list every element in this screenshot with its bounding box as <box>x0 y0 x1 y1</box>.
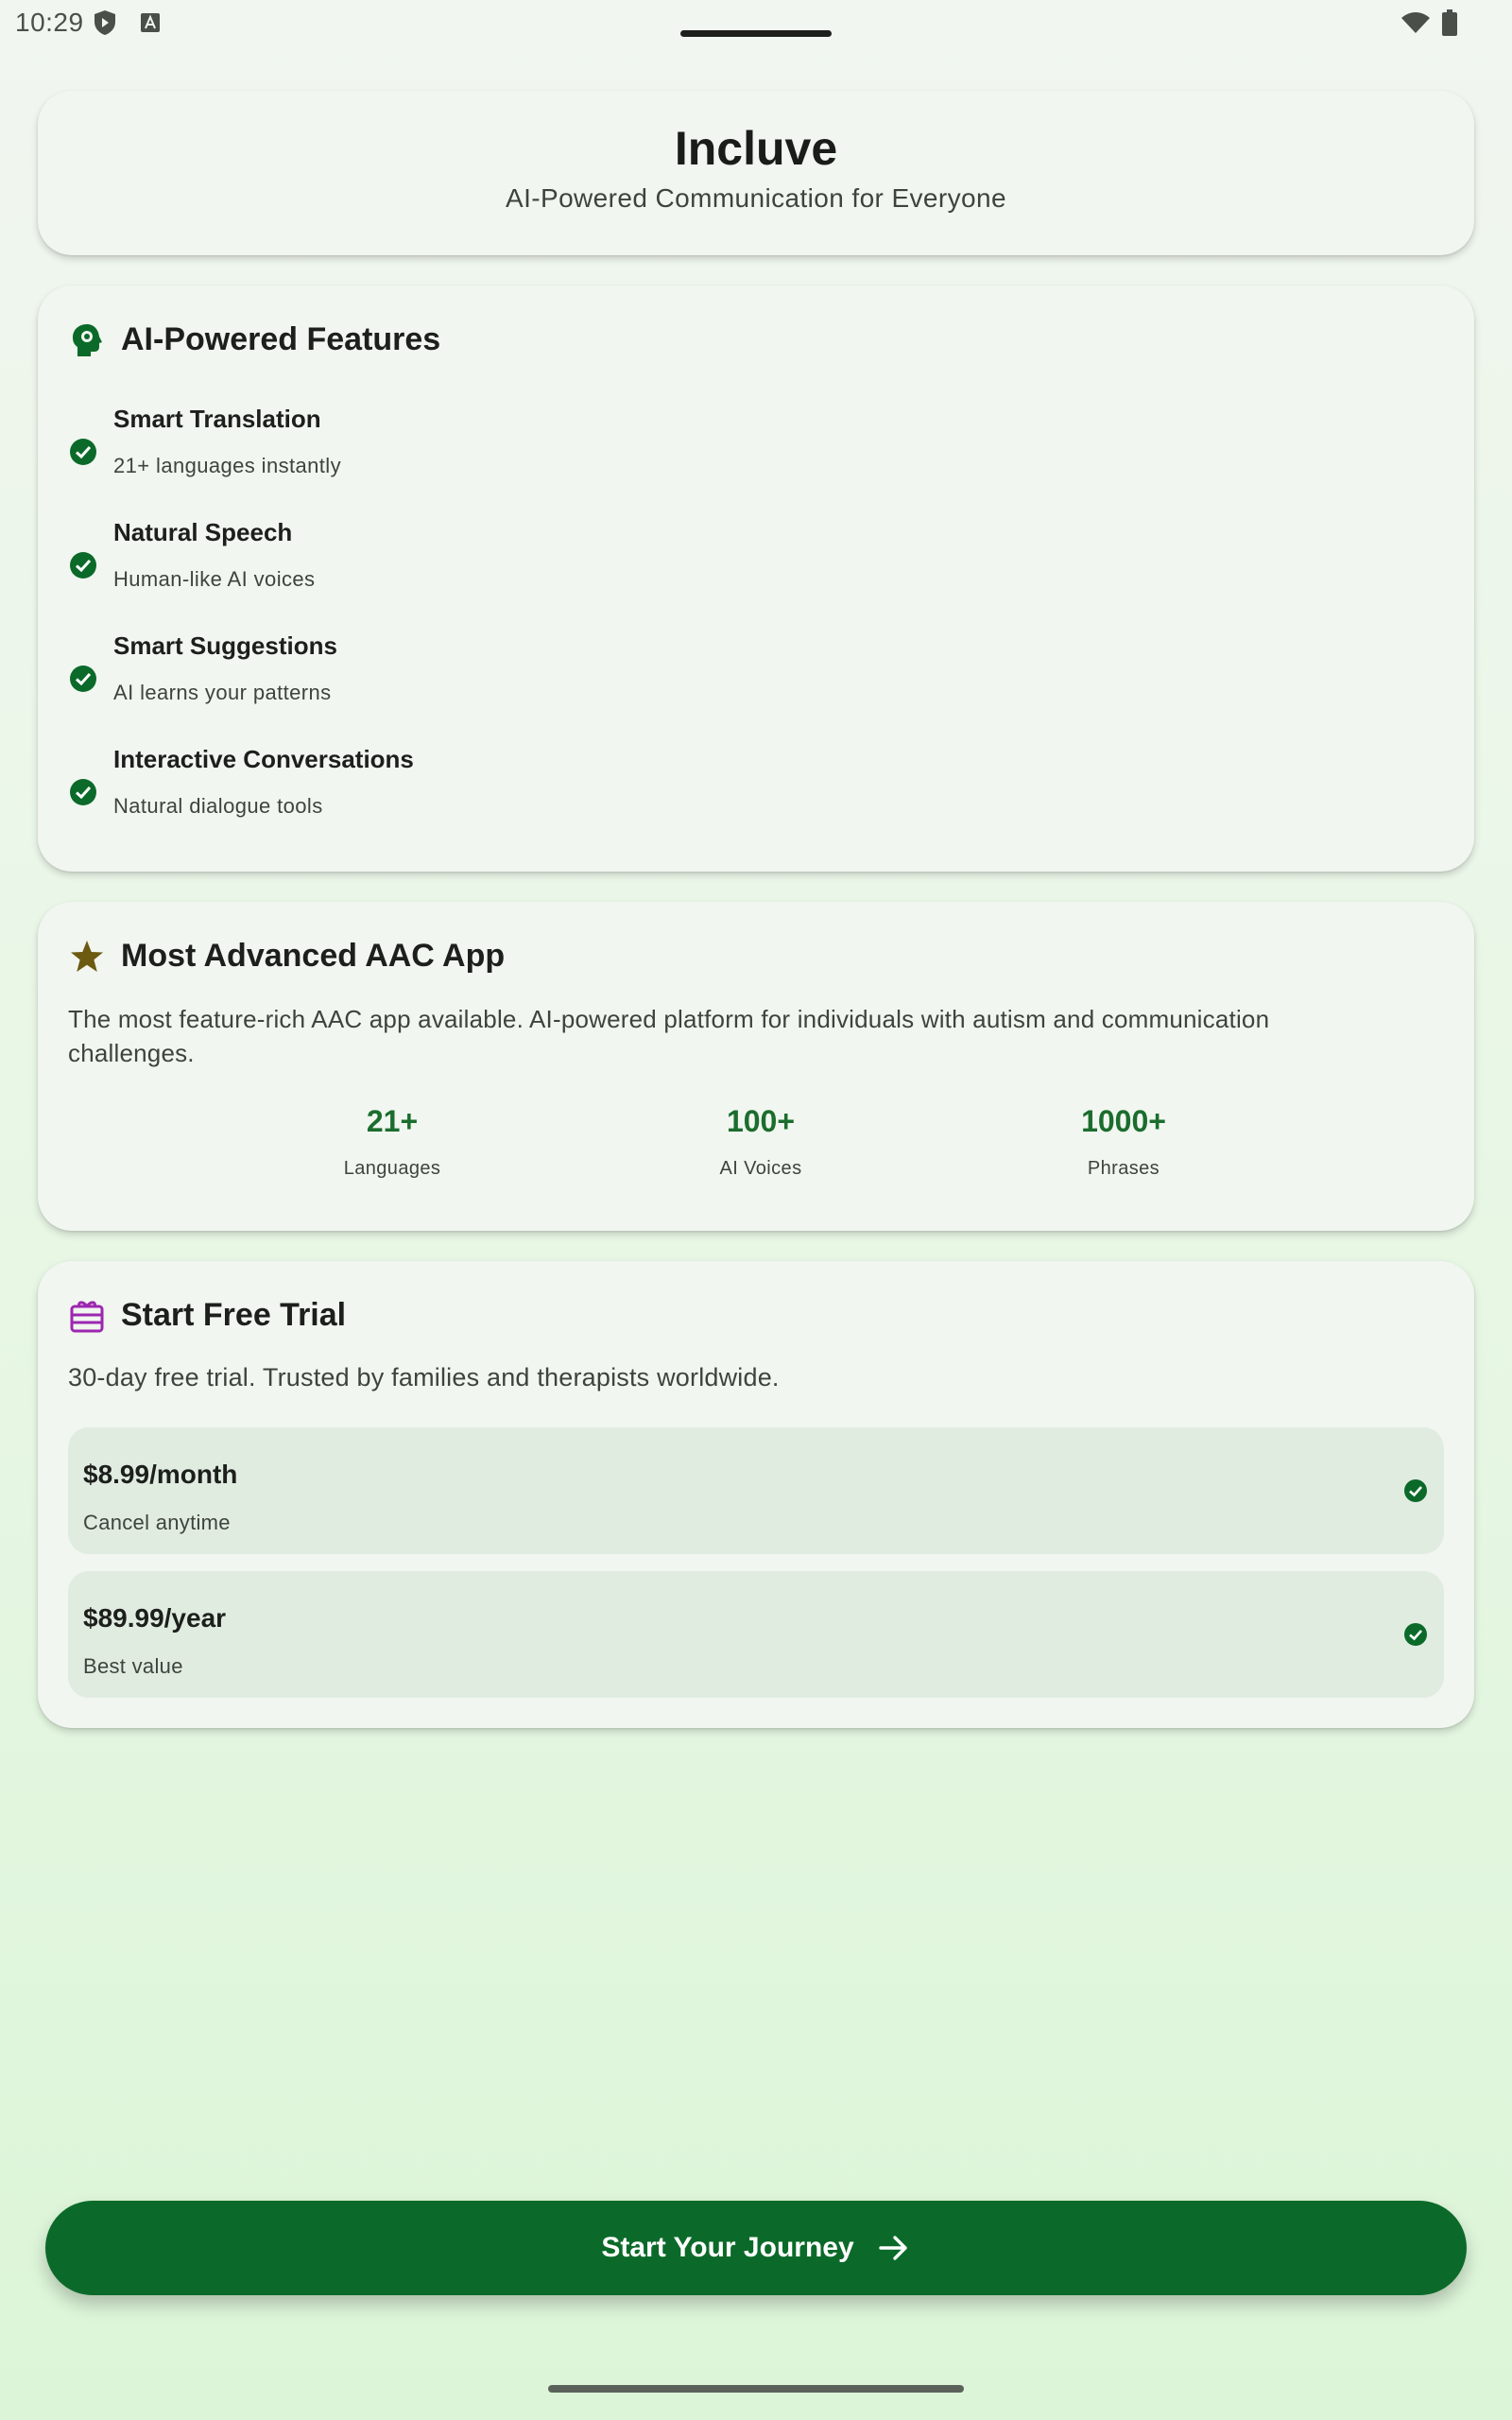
shield-icon <box>93 9 117 36</box>
plan-note: Best value <box>83 1654 183 1678</box>
stat-value: 21+ <box>366 1104 419 1138</box>
gesture-navigation-bar[interactable] <box>548 2385 964 2393</box>
app-subtitle: AI-Powered Communication for Everyone <box>506 183 1006 213</box>
check-circle-icon <box>68 664 98 694</box>
feature-title: Smart Translation <box>113 405 321 433</box>
feature-item <box>68 745 1391 839</box>
feature-description: 21+ languages instantly <box>113 454 341 477</box>
wifi-icon <box>1400 11 1431 34</box>
brain-gear-icon <box>68 321 106 359</box>
plan-yearly[interactable] <box>68 1571 1444 1698</box>
feature-description: AI learns your patterns <box>113 681 332 704</box>
check-circle-icon <box>1402 1478 1429 1504</box>
stat-label: Languages <box>343 1158 441 1179</box>
check-circle-icon <box>68 777 98 807</box>
trial-description: 30-day free trial. Trusted by families and therapists worldwide. <box>68 1363 780 1392</box>
check-circle-icon <box>68 550 98 580</box>
camera-notch-bar <box>680 30 832 37</box>
stat-value: 100+ <box>726 1104 796 1138</box>
start-journey-label: Start Your Journey <box>601 2232 854 2263</box>
trial-heading: Start Free Trial <box>121 1297 347 1333</box>
feature-description: Natural dialogue tools <box>113 794 323 818</box>
about-description: The most feature-rich AAC app available. AI-powered platform for individuals with autism and communication challenges. <box>68 1005 1270 1067</box>
start-journey-button[interactable] <box>45 2201 1467 2295</box>
feature-item <box>68 518 1391 613</box>
feature-title: Natural Speech <box>113 518 293 546</box>
stat-languages <box>279 1104 506 1180</box>
feature-title: Interactive Conversations <box>113 745 414 773</box>
status-time: 10:29 <box>15 8 84 37</box>
check-circle-icon <box>1402 1621 1429 1648</box>
plan-note: Cancel anytime <box>83 1511 231 1534</box>
about-heading: Most Advanced AAC App <box>121 938 506 974</box>
check-circle-icon <box>68 437 98 467</box>
stat-label: AI Voices <box>719 1158 802 1179</box>
arrow-right-icon <box>877 2231 911 2265</box>
plan-price: $8.99/month <box>83 1460 238 1489</box>
stat-label: Phrases <box>1087 1158 1160 1179</box>
feature-description: Human-like AI voices <box>113 567 316 591</box>
stat-phrases <box>1010 1104 1237 1180</box>
feature-title: Smart Suggestions <box>113 631 337 660</box>
feature-item <box>68 405 1391 499</box>
keyboard-a-icon <box>140 12 161 33</box>
plan-price: $89.99/year <box>83 1603 227 1633</box>
gift-card-icon <box>68 1297 106 1335</box>
plan-monthly[interactable] <box>68 1427 1444 1554</box>
status-bar <box>0 0 1512 45</box>
star-icon <box>68 938 106 976</box>
features-heading: AI-Powered Features <box>121 321 441 357</box>
stat-value: 1000+ <box>1081 1104 1166 1138</box>
feature-item <box>68 631 1391 726</box>
stat-voices <box>647 1104 874 1180</box>
app-title: Incluve <box>674 122 838 175</box>
battery-icon <box>1442 9 1457 36</box>
